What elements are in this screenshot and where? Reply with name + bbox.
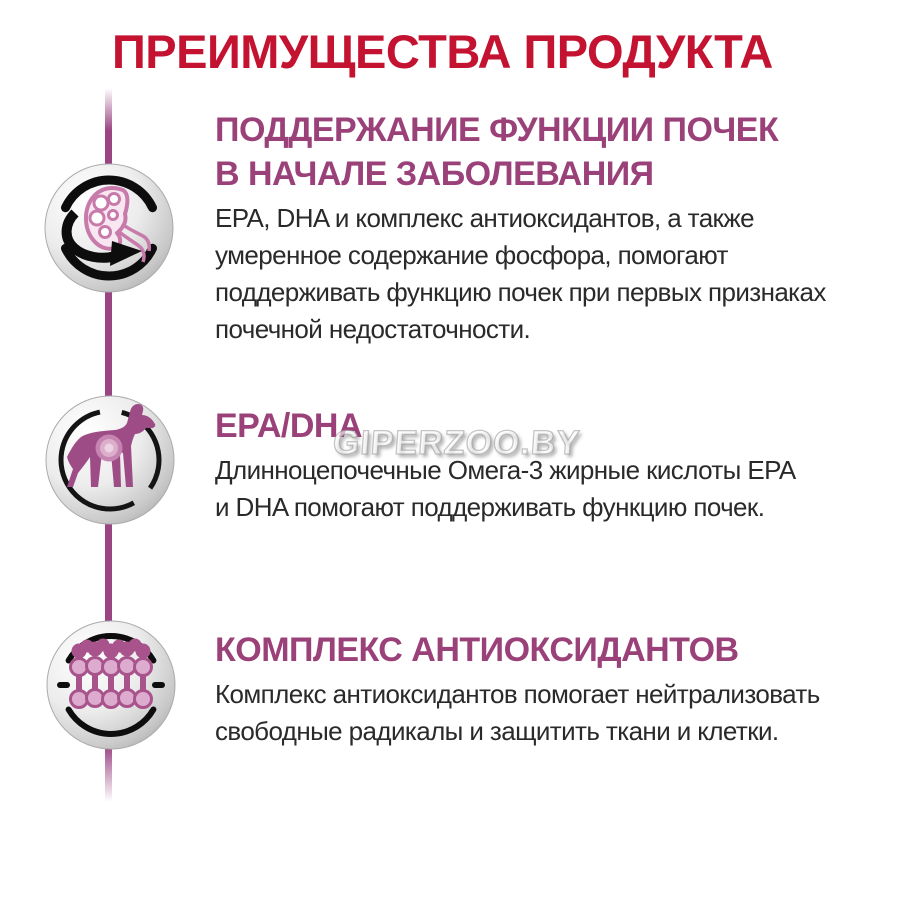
body-line: почечной недостаточности.: [215, 314, 531, 344]
heading-line: ПОДДЕРЖАНИЕ ФУНКЦИИ ПОЧЕК: [215, 111, 779, 149]
section-body: [215, 676, 820, 750]
body-line: свободные радикалы и защитить ткани и клетки.: [215, 716, 779, 746]
watermark: GIPERZOO.BY: [331, 424, 582, 462]
body-line: Комплекс антиоксидантов помогает нейтрализовать: [215, 679, 820, 709]
dog-icon: [45, 395, 175, 525]
benefit-section-kidney-support: [215, 108, 826, 348]
heading-line: КОМПЛЕКС АНТИОКСИДАНТОВ: [215, 631, 739, 669]
molecule-lattice: [71, 639, 152, 708]
section-body: [215, 200, 826, 348]
page-title: ПРЕИМУЩЕСТВА ПРОДУКТА: [112, 25, 773, 78]
section-body: [215, 452, 796, 526]
heading-line: В НАЧАЛЕ ЗАБОЛЕВАНИЯ: [215, 155, 654, 193]
body-line: умеренное содержание фосфора, помогают: [215, 240, 728, 270]
section-heading: [215, 108, 826, 196]
body-line: EPA, DHA и комплекс антиоксидантов, а также: [215, 203, 754, 233]
benefit-section-antioxidants: [215, 628, 820, 750]
body-line: и DHA помогают поддерживать функцию почек.: [215, 492, 765, 522]
body-line: Длинноцепочечные Омега-3 жирные кислоты EPA: [215, 455, 796, 485]
body-line: поддерживать функцию почек при первых признаках: [215, 277, 826, 307]
benefit-section-epa-dha: [215, 404, 796, 526]
heading-line: EPA/DHA: [215, 407, 362, 445]
section-heading: [215, 404, 796, 448]
antioxidants-icon: [46, 620, 176, 750]
kidney-icon: [44, 163, 174, 293]
section-heading: [215, 628, 820, 672]
